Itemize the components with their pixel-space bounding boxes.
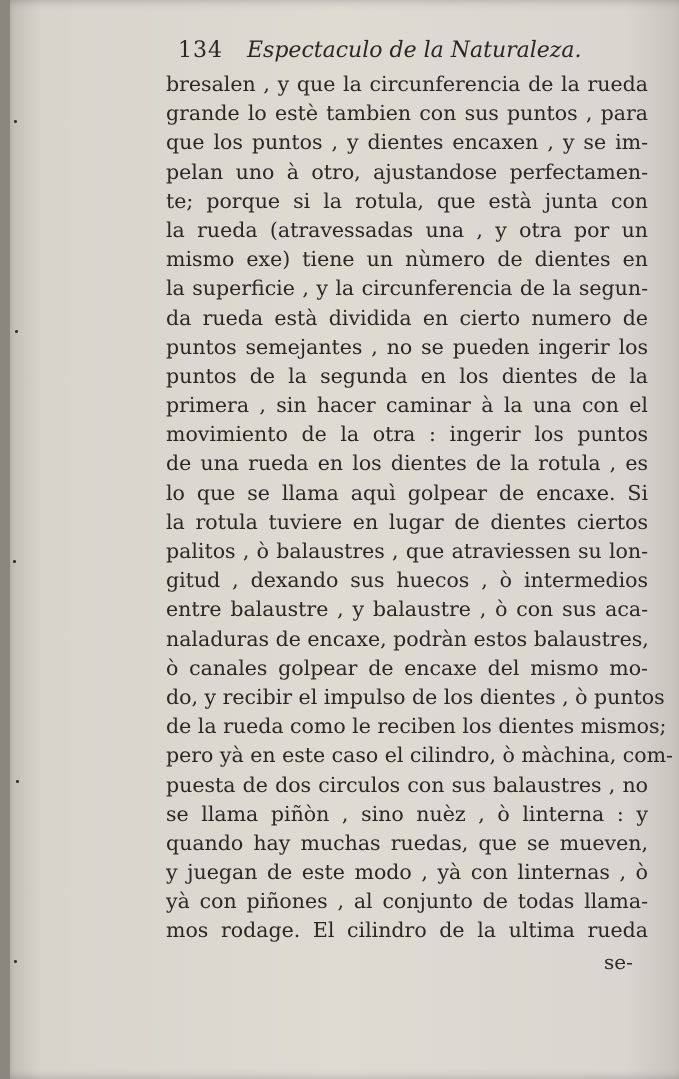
- text-line: y juegan de este modo , yà con linternas , ò: [166, 860, 648, 885]
- text-line: movimiento de la otra : ingerir los puntos: [166, 422, 648, 447]
- text-line: que los puntos , y dientes encaxen , y se im-: [166, 130, 648, 155]
- text-line: pero yà en este caso el cilindro, ò màchina, com-: [166, 743, 673, 768]
- text-line: gitud , dexando sus huecos , ò intermedios: [166, 568, 648, 593]
- text-line: yà con piñones , al conjunto de todas llama-: [166, 889, 648, 914]
- text-line: entre balaustre , y balaustre , ò con sus aca-: [166, 597, 648, 622]
- text-line: de la rueda como le reciben los dientes mismos;: [166, 714, 667, 739]
- margin-mark: [16, 780, 19, 783]
- text-line: puntos de la segunda en los dientes de la: [166, 363, 648, 388]
- text-line: de una rueda en los dientes de la rotula , es: [166, 451, 648, 476]
- page-number: 134: [178, 38, 223, 63]
- text-line: quando hay muchas ruedas, que se mueven,: [166, 830, 648, 855]
- text-line: la rueda (atravessadas una , y otra por un: [166, 217, 648, 242]
- text-line: mismo exe) tiene un nùmero de dientes en: [166, 247, 648, 272]
- text-line: palitos , ò balaustres , que atraviessen su lon-: [166, 539, 648, 563]
- text-line: se llama piñòn , sino nuèz , ò linterna : y: [166, 801, 648, 826]
- text-line: pelan uno à otro, ajustandose perfectamen-: [166, 159, 648, 184]
- text-line: bresalen , y que la circunferencia de la rueda: [166, 72, 648, 96]
- body-text: [166, 70, 673, 946]
- text-line: grande lo estè tambien con sus puntos , para: [166, 101, 648, 126]
- text-line: do, y recibir el impulso de los dientes , ò puntos: [166, 684, 665, 709]
- text-line: la rotula tuviere en lugar de dientes ciertos: [166, 509, 648, 534]
- margin-mark: [15, 330, 18, 333]
- text-line: mos rodage. El cilindro de la ultima rueda: [166, 918, 648, 943]
- catchword: se-: [604, 950, 633, 974]
- text-line: lo que se llama aquì golpear de encaxe. Si: [166, 480, 648, 505]
- text-line: da rueda està dividida en cierto numero de: [166, 305, 648, 330]
- text-line: te; porque si la rotula, que està junta con: [166, 188, 648, 213]
- running-header: [178, 38, 618, 72]
- page-gutter: [0, 0, 10, 1079]
- text-line: puntos semejantes , no se pueden ingerir los: [166, 334, 648, 359]
- margin-mark: [14, 120, 17, 123]
- running-title: Espectaculo de la Naturaleza.: [247, 38, 582, 63]
- margin-mark: [13, 560, 16, 563]
- margin-mark: [14, 960, 17, 963]
- text-line: primera , sin hacer caminar à la una con el: [166, 393, 648, 418]
- text-line: puesta de dos circulos con sus balaustres , no: [166, 772, 648, 797]
- text-line: la superficie , y la circunferencia de la segun-: [166, 276, 648, 301]
- text-line: naladuras de encaxe, podràn estos balaustres,: [166, 626, 649, 651]
- text-line: ò canales golpear de encaxe del mismo mo-: [166, 655, 648, 680]
